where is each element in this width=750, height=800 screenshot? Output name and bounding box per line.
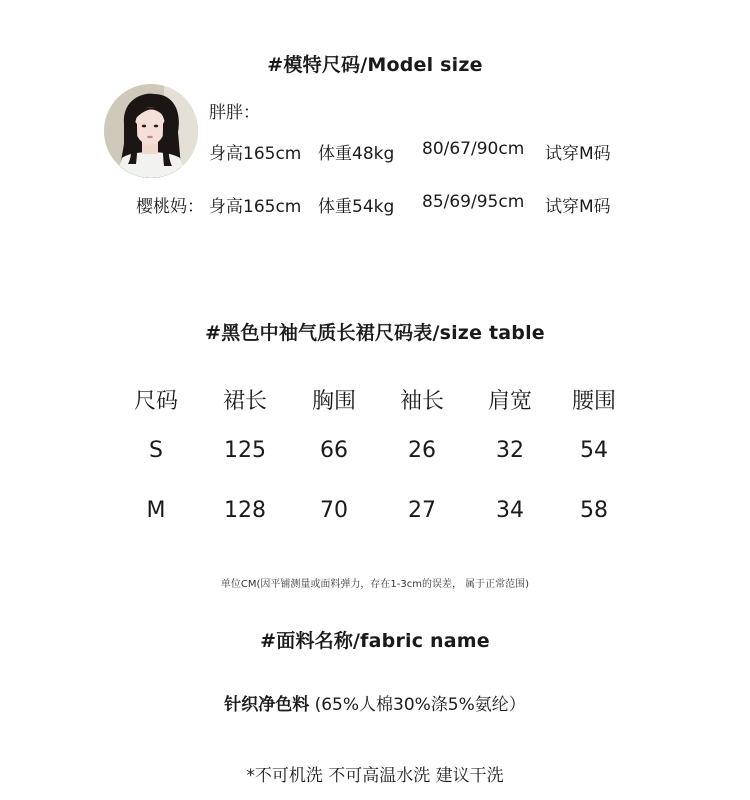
table-cell-bust: 70 — [320, 498, 348, 523]
fabric-title: #面料名称/fabric name — [260, 630, 490, 652]
size-table-title: #黑色中袖气质长裙尺码表/size table — [205, 322, 545, 344]
table-cell-length: 125 — [224, 438, 266, 463]
model-2-weight: 体重54kg — [318, 197, 395, 217]
fabric-type: 针织净色料 — [224, 695, 310, 715]
model-2-name: 樱桃妈： — [136, 197, 204, 217]
table-cell-sleeve: 26 — [408, 438, 436, 463]
table-cell-length: 128 — [224, 498, 266, 523]
model-size-title: #模特尺码/Model size — [267, 54, 483, 76]
table-cell-shoulder: 34 — [496, 498, 524, 523]
wash-instructions: *不可机洗 不可高温水洗 建议干洗 — [246, 766, 504, 786]
model-2-measurements: 85/69/95cm — [422, 192, 525, 212]
measurement-note: 单位CM(因平铺测量或面料弹力，存在1-3cm的误差， 属于正常范围) — [220, 579, 530, 590]
model-1-try-size: 试穿M码 — [545, 144, 611, 164]
table-cell-size: S — [149, 438, 163, 463]
table-header-sleeve: 袖长 — [399, 389, 444, 414]
table-header-bust: 胸围 — [311, 389, 356, 414]
model-1-name: 胖胖： — [209, 103, 260, 123]
model-1-weight: 体重48kg — [318, 144, 395, 164]
table-cell-sleeve: 27 — [408, 498, 436, 523]
table-cell-waist: 58 — [580, 498, 608, 523]
table-cell-waist: 54 — [580, 438, 608, 463]
table-header-size: 尺码 — [133, 389, 178, 414]
table-header-waist: 腰围 — [571, 389, 616, 414]
table-header-length: 裙长 — [222, 389, 267, 414]
table-cell-bust: 66 — [320, 438, 348, 463]
table-header-shoulder: 肩宽 — [487, 389, 532, 414]
table-cell-size: M — [146, 498, 166, 523]
model-2-height: 身高165cm — [209, 197, 302, 217]
model-avatar — [104, 84, 198, 178]
model-1-measurements: 80/67/90cm — [422, 139, 525, 159]
fabric-composition — [0, 690, 750, 715]
table-cell-shoulder: 32 — [496, 438, 524, 463]
model-2-try-size: 试穿M码 — [545, 197, 611, 217]
fabric-detail: (65%人棉30%涤5%氨纶） — [309, 695, 526, 715]
model-1-height: 身高165cm — [209, 144, 302, 164]
